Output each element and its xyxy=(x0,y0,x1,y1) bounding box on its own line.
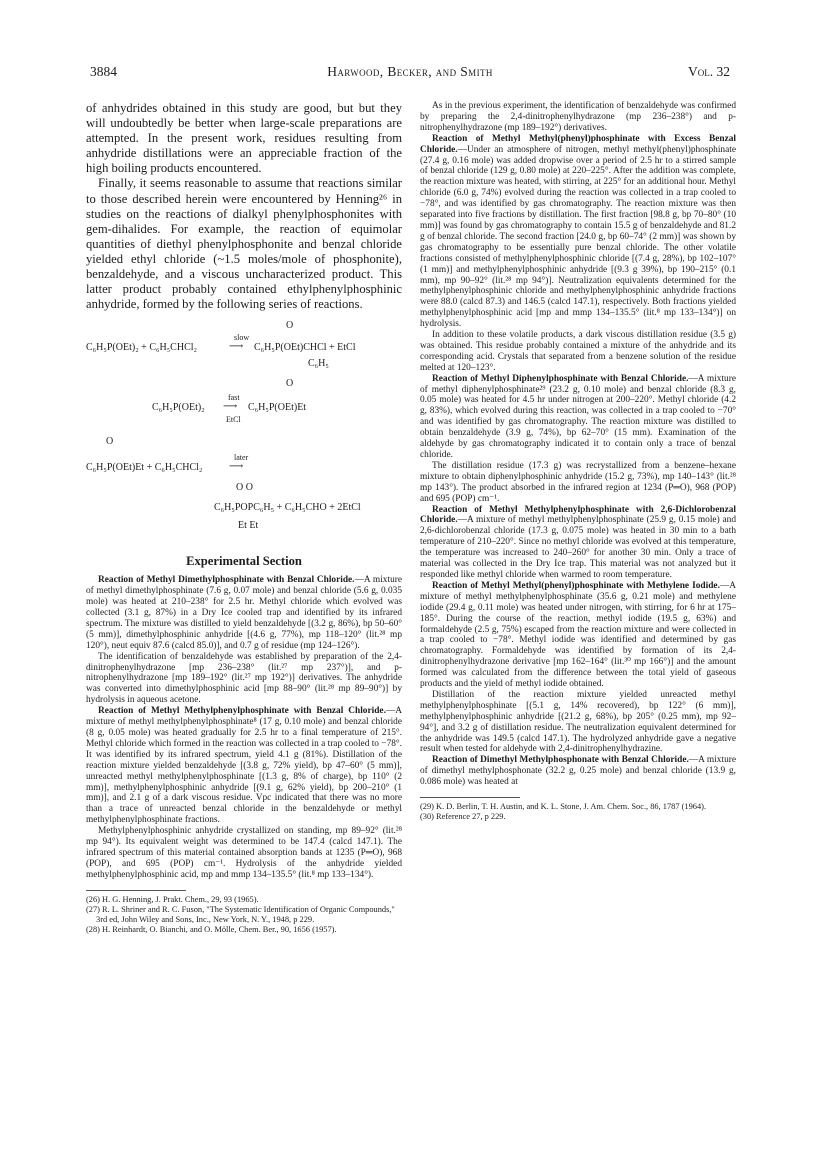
experiment-4-body: —A mixture of methyl diphenylphosphinate²⁹ (23.2 g, 0.10 mole) and benzal chloride (8.3 g, 0.05 mole) was heated for 4.5 hr under nitrogen at 200–220°. Methyl chloride (4.2 g, 83%), which evolved during this reaction, was collected in a trap cooled to −70° and was identified by gas chromatography. The reaction mixture was distilled to obtain benzaldehyde (3.9 g, 74%), bp 62–70° (15 mm). Examination of the aldehyde by gas chromatography indicated it to contain only a trace of benzal chloride. xyxy=(420,373,736,460)
left-column xyxy=(86,101,402,936)
arrow-icon: ⟶ xyxy=(229,461,244,473)
footnote-28: (28) H. Reinhardt, O. Bianchi, and O. Mölle, Chem. Ber., 90, 1656 (1957). xyxy=(86,925,337,935)
experiment-1-body: —A mixture of methyl dimethylphosphinate (7.6 g, 0.07 mole) and benzal chloride (5.6 g, 0.035 mole) was heated at 210–238° for 2.5 hr. Methyl chloride which evolved was collected (3.1 g, 87%) in a Dry Ice cooled trap and identified by its infrared spectrum. The mixture was distilled to yield benzaldehyde [(3.2 g, 86%), bp 50–60° (5 mm)], dimethylphosphinic anhydride [(4.6 g, 77%), mp 118–120° (lit.²⁸ mp 120°), neut equiv 87.6 (calcd 85.0)], and 0.7 g of residue (mp 124–126°). xyxy=(86,575,402,651)
experiment-2 xyxy=(86,706,402,826)
scheme-r2-oxygen: O xyxy=(286,378,294,390)
scheme-r1-reactants: C₆H₅P(OEt)₂ + C₆H₅CHCl₂ xyxy=(86,342,198,354)
arrow-icon: ⟶ xyxy=(229,341,244,353)
scheme-r2-product: C₆H₅P(OEt)Et xyxy=(248,402,307,414)
experiment-5-title: Reaction of Methyl Methylphenylphosphinate with 2,6-Dichlorobenzal Chloride. xyxy=(420,504,736,526)
page-number: 3884 xyxy=(90,64,117,79)
scheme-r2-condition: fast xyxy=(228,393,240,403)
scheme-r1-products: C₆H₅P(OEt)CHCl + EtCl xyxy=(254,342,356,354)
experiment-3-body: —Under an atmosphere of nitrogen, methyl methyl(phenyl)phosphinate (27.4 g, 0.16 mole) was added dropwise over a period of 2.5 hr to a stirred sample of benzal chloride (129 g, 0.80 mole) at 220–225°. After the addition was complete, the reaction mixture was heated, with stirring, at 225° for an additional hour. Methyl chloride (6.0 g, 74%) evolved during the reaction was collected in a trap cooled to −78°, and was identified by gas chromatography. The reaction mixture was then separated into five fractions by distillation. The first fraction [98.8 g, bp 70–80° (10 mm)] was found by gas chromatography to contain 15.5 g of benzaldehyde and 81.2 g of benzal chloride. The second fraction [24.0 g, bp 60–74° (2 mm)] was shown by gas chromatography to be essentially pure benzal chloride. The other volatile fractions consisted of methylphenylphosphinic chloride [(7.4 g, 28%), bp 102–107° (1 mm)] and methylphenylphosphinic anhydride [(9.3 g 39%), bp 190–215° (0.1 mm), mp 90–92° (lit.²⁸ mp 94°)]. Neutralization equivalents determined for the methylphenylphosphinic chloride and methylphenylphosphinic anhydride fractions were 88.0 (calcd 87.3) and 146.5 (calcd 147.1), respectively. Both fractions yielded methylphenylphosphinic acid [mp and mmp 134–135.5° (lit.⁸ mp 133–134°)] on hydrolysis. xyxy=(420,144,736,330)
section-title: Experimental Section xyxy=(186,554,302,569)
scheme-r3-reactants: C₆H₅P(OEt)Et + C₆H₅CHCl₂ xyxy=(86,462,203,474)
footnote-29: (29) K. D. Berlin, T. H. Austin, and K. L. Stone, J. Am. Chem. Soc., 86, 1787 (1964). xyxy=(420,802,707,812)
intro-paragraph-1: of anhydrides obtained in this study are good, but but they will undoubtedly be better when large-scale preparations are attempted. In the present work, residues resulting from anhydride distillations were an appreciable fraction of the high boiling products encountered. xyxy=(86,101,402,176)
experiment-7-title: Reaction of Dimethyl Methylphosphonate with Benzal Chloride. xyxy=(432,755,689,766)
experiment-1-title: Reaction of Methyl Dimethylphosphinate with Benzal Chloride. xyxy=(98,575,355,586)
footnote-divider xyxy=(420,797,520,798)
experiment-4-residue: The distillation residue (17.3 g) was recrystallized from a benzene–hexane mixture to obtain diphenylphosphinic anhydride (15.2 g, 73%), mp 140–143° (lit.²⁸ mp 143°). The product absorbed in the infrared region at 1234 (P═O), 968 (POP) and 695 (POP) cm⁻¹. xyxy=(420,460,736,504)
experiment-5 xyxy=(420,505,736,581)
experiment-6-body: —A mixture of methyl methylphenylphosphinate (35.6 g, 0.21 mole) and methylene iodide (29.4 g, 0.11 mole) was heated under nitrogen, with stirring, for 6 hr at 175–185°. During the course of the reaction, methyl iodide (19.5 g, 63%) and formaldehyde (2.5 g, 75%) escaped from the reaction mixture and were collected in a trap cooled to −78°. Methyl iodide was identified and determined by gas chromatography. Formaldehyde was identified by formation of its 2,4-dinitrophenylhydrazone derivative [mp 162–164° (lit.³⁰ mp 166°)] and the amount formed was calculated from the difference between the total yield of gaseous products and the yield of methyl iodide obtained. xyxy=(420,580,736,690)
running-header xyxy=(90,64,730,84)
experiment-6 xyxy=(420,581,736,690)
experiment-4 xyxy=(420,374,736,461)
scheme-r4-substituents: Et Et xyxy=(238,520,259,532)
experiment-3-title: Reaction of Methyl Methyl(phenyl)phosphinate with Excess Benzal Chloride. xyxy=(420,133,736,155)
scheme-r4-products: C₆H₅POPC₆H₅ + C₆H₅CHO + 2EtCl xyxy=(214,502,361,514)
scheme-r4-oxygens: O O xyxy=(236,482,253,494)
derivative-paragraph: As in the previous experiment, the identification of benzaldehyde was confirmed by preparing the 2,4-dinitrophenylhydrazone (mp 236–238°) and p-nitrophenylhydrazone (mp 189–192°) derivatives. xyxy=(420,101,736,133)
experiment-2-anhydride: Methylphenylphosphinic anhydride crystallized on standing, mp 89–92° (lit.²⁸ mp 94°). Its equivalent weight was determined to be 147.4 (calcd 147.1). The infrared spectrum of this material contained absorption bands at 1235 (P═O), 968 (POP), and 695 (POP) cm⁻¹. Hydrolysis of the anhydride yielded methylphenylphosphinic acid, mp and mmp 134–135.5° (lit.⁸ mp 133–134°). xyxy=(86,826,402,880)
experiment-7-body: —A mixture of dimethyl methylphosphonate (32.2 g, 0.25 mole) and benzal chloride (13.9 g, 0.086 mole) was heated at xyxy=(420,755,736,788)
scheme-r1-oxygen: O xyxy=(286,320,294,332)
reaction-scheme xyxy=(86,320,402,544)
scheme-r2-reactant: C₆H₅P(OEt)₂ xyxy=(152,402,205,414)
scheme-r1-substituent: C₆H₅ xyxy=(308,358,329,370)
experiment-1 xyxy=(86,575,402,651)
experiment-2-title: Reaction of Methyl Methylphenylphosphinate with Benzal Chloride. xyxy=(98,706,386,717)
running-title: Harwood, Becker, and Smith xyxy=(327,64,493,79)
experiment-7 xyxy=(420,755,736,788)
intro-paragraph-2: Finally, it seems reasonable to assume that reactions similar to those described herein were encountered by Henning²⁶ in studies on the reactions of dialkyl phenylphosphonites with gem-dihalides. For example, the reaction of equimolar quantities of diethyl phenylphosphonite and benzal chloride yielded ethyl chloride (~1.5 moles/mole of phosphonite), benzaldehyde, and a viscous uncharacterized product. This latter product probably contained ethylphenylphosphinic anhydride, formed by the following series of reactions. xyxy=(86,176,402,312)
footnote-27: (27) R. L. Shriner and R. C. Fuson, "The Systematic Identification of Organic Compounds," 3rd ed, John Wiley and Sons, Inc., New York, N. Y., 1948, p 229. xyxy=(86,904,395,925)
scheme-r3-condition: later xyxy=(234,453,249,463)
footnote-30: (30) Reference 27, p 229. xyxy=(420,812,506,822)
right-column xyxy=(420,101,736,823)
footnote-26: (26) H. G. Henning, J. Prakt. Chem., 29, 93 (1965). xyxy=(86,894,259,904)
scheme-r1-condition: slow xyxy=(234,333,250,343)
experiment-6-title: Reaction of Methyl Methyl(phenyl)phosphinate with Methylene Iodide. xyxy=(432,580,720,591)
experiment-2-body: —A mixture of methyl methylphenylphosphinate⁸ (17 g, 0.10 mole) and benzal chloride (8 g, 0.05 mole) was heated gradually for 2.5 hr to a final temperature of 215°. Methyl chloride which formed in the reaction was collected in a trap cooled to −78°. It was identified by its infrared spectrum, yield 4.1 g (81%). Distillation of the reaction mixture yielded benzaldehyde [(3.8 g, 72% yield), bp 47–60° (5 mm)], unreacted methyl methylphenylphosphinate [(1.3 g, 8% of charge), bp 110° (2 mm)], methylphenylphosphinic anhydride [(9.1 g, 62% yield), bp 200–210° (1 mm)], and 2.1 g of a dark viscous residue. Vpc indicated that there was no more than a trace of unreacted benzal chloride in the benzaldehyde or methyl methylphenylphosphinate fractions. xyxy=(86,706,402,826)
arrow-icon: ⟶ xyxy=(223,401,238,413)
distillation-paragraph: Distillation of the reaction mixture yielded unreacted methyl methylphenylphosphinate [(5.1 g, 14% recovered), bp 122° (6 mm)], methylphenylphosphinic anhydride [(21.2 g, 68%), bp 205° (0.25 mm), mp 92–94°], and 3.2 g of distillation residue. The neutralization equivalent determined for the anhydride was 149.5 (calcd 147.1). The hydrolyzed anhydride gave a negative result when tested for aldehyde with 2,4-dinitrophenylhydrazine. xyxy=(420,689,736,755)
footnote-divider xyxy=(86,890,186,891)
experiment-4-title: Reaction of Methyl Diphenylphosphinate with Benzal Chloride. xyxy=(432,373,689,384)
experiment-1-identification: The identification of benzaldehyde was established by preparation of the 2,4-dinitrophenylhydrazone [mp 236–238° (lit.²⁷ mp 237°)], and p-nitrophenylhydrazone [mp 189–192° (lit.²⁷ mp 192°)] derivatives. The anhydride was converted into dimethylphosphinic acid [mp 88–90° (lit.²⁸ mp 89–90°)] by hydrolysis in aqueous acetone. xyxy=(86,651,402,706)
experiment-3 xyxy=(420,134,736,330)
residue-paragraph: In addition to these volatile products, a dark viscous distillation residue (3.5 g) was obtained. This residue probably contained a mixture of the anhydride and its corresponding acid. Crystals that separated from a benzene solution of the residue melted at 120–123°. xyxy=(420,330,736,373)
scheme-r3-oxygen: O xyxy=(106,436,114,448)
experiment-5-body: —A mixture of methyl methylphenylphosphinate (25.9 g, 0.15 mole) and 2,6-dichlorobenzal chloride (17.3 g, 0.075 mole) was heated in 30 min to a bath temperature of 210–220°. Since no methyl chloride was evolved at this temperature, the temperature was increased to 240–260° for another 30 min. Only a trace of material was collected in the Dry Ice trap. This material was not analyzed but it responded like methyl chloride when warmed to room temperature. xyxy=(420,515,736,580)
scheme-r2-byproduct: EtCl xyxy=(226,415,241,425)
volume-label: Vol. 32 xyxy=(688,64,730,79)
